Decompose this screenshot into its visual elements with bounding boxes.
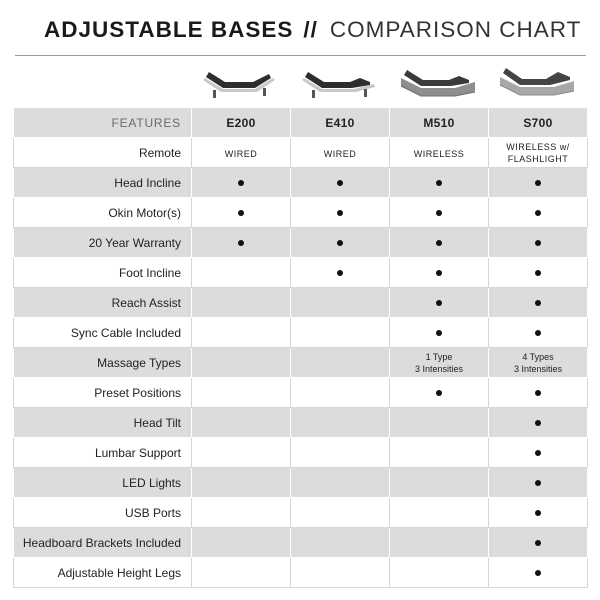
feature-label: USB Ports bbox=[14, 498, 192, 528]
table-row bbox=[14, 438, 588, 468]
feature-cell-text bbox=[506, 141, 570, 165]
bed-images-row bbox=[191, 58, 587, 104]
table-row bbox=[14, 318, 588, 348]
model-header-e200: E200 bbox=[192, 108, 291, 138]
check-dot-icon bbox=[337, 180, 343, 186]
feature-cell bbox=[291, 288, 390, 318]
bed-e200-leg-icon bbox=[263, 88, 266, 96]
feature-label: Preset Positions bbox=[14, 378, 192, 408]
feature-cell-line: 4 Types bbox=[522, 351, 554, 362]
feature-cell-text bbox=[414, 148, 465, 160]
feature-cell bbox=[192, 198, 291, 228]
check-dot-icon bbox=[535, 450, 541, 456]
check-dot-icon bbox=[535, 240, 541, 246]
table-row bbox=[14, 198, 588, 228]
feature-cell bbox=[192, 378, 291, 408]
feature-label: Reach Assist bbox=[14, 288, 192, 318]
feature-cell-line: 3 Intensities bbox=[513, 363, 563, 374]
feature-cell bbox=[192, 468, 291, 498]
feature-cell bbox=[192, 288, 291, 318]
feature-cell bbox=[291, 438, 390, 468]
feature-cell bbox=[291, 408, 390, 438]
bed-e200-leg-icon bbox=[213, 90, 216, 98]
feature-cell-text bbox=[514, 351, 562, 375]
page-title bbox=[44, 15, 581, 45]
feature-cell bbox=[390, 378, 489, 408]
feature-cell bbox=[390, 438, 489, 468]
check-dot-icon bbox=[535, 300, 541, 306]
feature-cell bbox=[192, 348, 291, 378]
feature-cell bbox=[390, 558, 489, 588]
model-header-s700: S700 bbox=[489, 108, 588, 138]
feature-cell bbox=[291, 498, 390, 528]
feature-cell bbox=[489, 468, 588, 498]
feature-cell-text bbox=[415, 351, 463, 375]
feature-label: Sync Cable Included bbox=[14, 318, 192, 348]
title-separator: // bbox=[303, 17, 318, 42]
table-row bbox=[14, 258, 588, 288]
feature-cell bbox=[291, 318, 390, 348]
feature-cell bbox=[192, 528, 291, 558]
check-dot-icon bbox=[337, 270, 343, 276]
check-dot-icon bbox=[238, 210, 244, 216]
feature-cell bbox=[192, 318, 291, 348]
feature-cell-line: WIRELESS w/ bbox=[506, 141, 570, 152]
feature-cell bbox=[390, 138, 489, 168]
feature-cell bbox=[489, 198, 588, 228]
feature-label: 20 Year Warranty bbox=[14, 228, 192, 258]
feature-cell bbox=[192, 228, 291, 258]
feature-cell-line: FLASHLIGHT bbox=[507, 153, 569, 164]
check-dot-icon bbox=[238, 240, 244, 246]
feature-cell bbox=[489, 138, 588, 168]
feature-label: Foot Incline bbox=[14, 258, 192, 288]
check-dot-icon bbox=[337, 240, 343, 246]
check-dot-icon bbox=[436, 240, 442, 246]
table-row bbox=[14, 408, 588, 438]
table-row bbox=[14, 168, 588, 198]
feature-cell-line: 1 Type bbox=[425, 351, 453, 362]
feature-cell bbox=[291, 468, 390, 498]
check-dot-icon bbox=[535, 510, 541, 516]
bed-m510-mattress-icon bbox=[404, 70, 469, 86]
feature-cell bbox=[489, 288, 588, 318]
check-dot-icon bbox=[535, 270, 541, 276]
feature-cell bbox=[390, 198, 489, 228]
check-dot-icon bbox=[436, 330, 442, 336]
table-row bbox=[14, 528, 588, 558]
feature-cell bbox=[390, 348, 489, 378]
feature-cell bbox=[390, 468, 489, 498]
feature-cell bbox=[192, 258, 291, 288]
feature-cell bbox=[390, 528, 489, 558]
check-dot-icon bbox=[535, 210, 541, 216]
feature-label: Massage Types bbox=[14, 348, 192, 378]
feature-cell-line: WIRELESS bbox=[413, 148, 465, 159]
feature-label: Remote bbox=[14, 138, 192, 168]
table-row bbox=[14, 288, 588, 318]
feature-cell bbox=[489, 558, 588, 588]
check-dot-icon bbox=[436, 390, 442, 396]
bed-s700-mattress-icon bbox=[503, 68, 570, 85]
feature-cell bbox=[390, 408, 489, 438]
feature-cell-text bbox=[324, 148, 357, 160]
check-dot-icon bbox=[436, 180, 442, 186]
feature-label: Head Incline bbox=[14, 168, 192, 198]
bed-image-e410 bbox=[290, 58, 388, 104]
check-dot-icon bbox=[535, 480, 541, 486]
table-row bbox=[14, 138, 588, 168]
feature-cell bbox=[291, 348, 390, 378]
check-dot-icon bbox=[535, 390, 541, 396]
check-dot-icon bbox=[535, 570, 541, 576]
bed-image-s700 bbox=[488, 58, 586, 104]
feature-label: Adjustable Height Legs bbox=[14, 558, 192, 588]
feature-cell bbox=[291, 198, 390, 228]
feature-cell bbox=[192, 558, 291, 588]
feature-cell bbox=[291, 528, 390, 558]
comparison-table bbox=[13, 107, 588, 588]
table-row bbox=[14, 228, 588, 258]
feature-cell bbox=[390, 228, 489, 258]
feature-cell bbox=[489, 498, 588, 528]
check-dot-icon bbox=[436, 270, 442, 276]
table-header-row bbox=[14, 108, 588, 138]
feature-label: Headboard Brackets Included bbox=[14, 528, 192, 558]
model-header-m510: M510 bbox=[390, 108, 489, 138]
feature-cell bbox=[291, 378, 390, 408]
feature-cell bbox=[291, 558, 390, 588]
check-dot-icon bbox=[436, 210, 442, 216]
feature-cell bbox=[192, 138, 291, 168]
feature-cell bbox=[390, 288, 489, 318]
feature-cell bbox=[489, 528, 588, 558]
check-dot-icon bbox=[535, 420, 541, 426]
feature-cell bbox=[489, 348, 588, 378]
table-row bbox=[14, 498, 588, 528]
table-row bbox=[14, 348, 588, 378]
check-dot-icon bbox=[535, 540, 541, 546]
feature-cell bbox=[390, 498, 489, 528]
features-header: FEATURES bbox=[14, 108, 192, 138]
feature-cell bbox=[192, 498, 291, 528]
feature-cell bbox=[489, 318, 588, 348]
table-row bbox=[14, 468, 588, 498]
feature-label: Okin Motor(s) bbox=[14, 198, 192, 228]
feature-cell bbox=[291, 228, 390, 258]
feature-cell bbox=[390, 318, 489, 348]
feature-label: Lumbar Support bbox=[14, 438, 192, 468]
feature-cell-line: WIRED bbox=[323, 148, 357, 159]
check-dot-icon bbox=[436, 300, 442, 306]
feature-cell bbox=[489, 408, 588, 438]
check-dot-icon bbox=[535, 330, 541, 336]
table-row bbox=[14, 558, 588, 588]
feature-cell bbox=[192, 438, 291, 468]
feature-label: LED Lights bbox=[14, 468, 192, 498]
feature-cell-line: WIRED bbox=[224, 148, 258, 159]
title-divider bbox=[15, 55, 586, 56]
model-header-e410: E410 bbox=[291, 108, 390, 138]
feature-cell bbox=[390, 258, 489, 288]
check-dot-icon bbox=[535, 180, 541, 186]
feature-label: Head Tilt bbox=[14, 408, 192, 438]
table-row bbox=[14, 378, 588, 408]
feature-cell bbox=[192, 168, 291, 198]
title-bold: ADJUSTABLE BASES bbox=[44, 17, 294, 42]
bed-e410-leg-icon bbox=[312, 90, 315, 98]
bed-e410-leg-icon bbox=[364, 89, 367, 97]
bed-image-e200 bbox=[191, 58, 289, 104]
check-dot-icon bbox=[238, 180, 244, 186]
feature-cell bbox=[489, 438, 588, 468]
bed-image-m510 bbox=[389, 58, 487, 104]
feature-cell bbox=[489, 168, 588, 198]
feature-cell bbox=[489, 258, 588, 288]
feature-cell bbox=[291, 168, 390, 198]
feature-cell bbox=[390, 168, 489, 198]
title-light: COMPARISON CHART bbox=[329, 17, 582, 42]
feature-cell bbox=[489, 378, 588, 408]
feature-cell-text bbox=[225, 148, 258, 160]
feature-cell bbox=[489, 228, 588, 258]
check-dot-icon bbox=[337, 210, 343, 216]
feature-cell bbox=[291, 258, 390, 288]
feature-cell bbox=[291, 138, 390, 168]
feature-cell bbox=[192, 408, 291, 438]
feature-cell-line: 3 Intensities bbox=[414, 363, 464, 374]
